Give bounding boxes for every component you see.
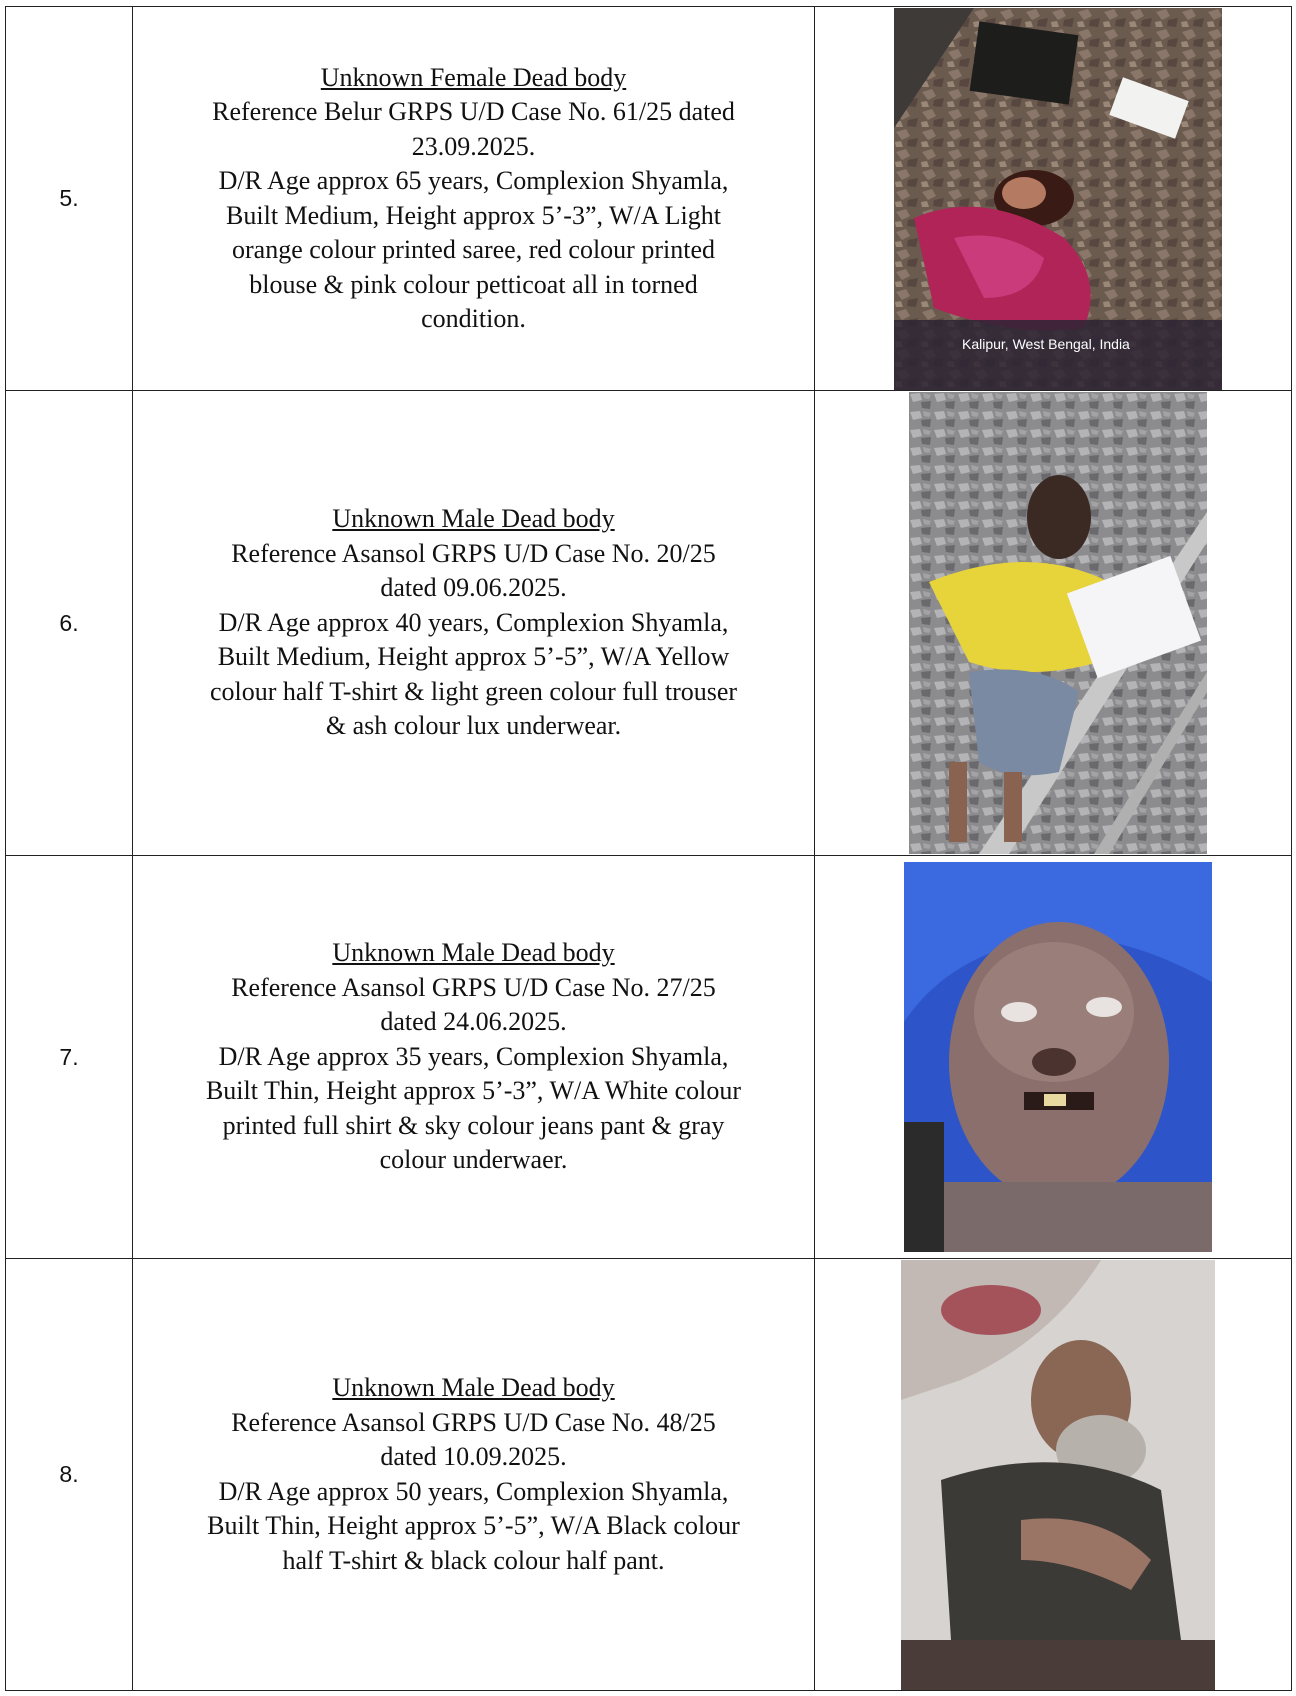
description-line: dated 24.06.2025. xyxy=(380,1007,567,1037)
record-heading: Unknown Male Dead body xyxy=(332,938,615,968)
description-line: dated 10.09.2025. xyxy=(380,1442,567,1471)
description-line: D/R Age approx 50 years, Complexion Shyamla, xyxy=(218,1476,729,1506)
description-line: & ash colour lux underwear. xyxy=(325,711,622,741)
description-line: orange colour printed saree, red colour printed xyxy=(232,235,715,264)
description-line: Reference Belur GRPS U/D Case No. 61/25 dated xyxy=(212,97,735,126)
photo-location-caption: Kalipur, West Bengal, India xyxy=(962,335,1130,352)
record-description xyxy=(133,856,815,1259)
photo-cell xyxy=(815,391,1292,856)
description-line: D/R Age approx 40 years, Complexion Shyamla, xyxy=(218,607,729,637)
description-line: colour half T-shirt & light green colour full trouser xyxy=(209,676,738,706)
body-photo xyxy=(901,1260,1215,1690)
body-photo xyxy=(904,862,1212,1252)
description-line: condition. xyxy=(421,304,526,333)
table-row xyxy=(6,1259,1292,1691)
record-heading: Unknown Female Dead body xyxy=(320,62,627,92)
records-table xyxy=(5,6,1292,1691)
table-row xyxy=(6,391,1292,856)
record-heading: Unknown Male Dead body xyxy=(332,1373,615,1402)
record-heading: Unknown Male Dead body xyxy=(332,504,615,534)
table-row xyxy=(6,856,1292,1259)
description-line: dated 09.06.2025. xyxy=(380,573,567,603)
description-line: blouse & pink colour petticoat all in torned xyxy=(249,269,698,299)
body-photo xyxy=(894,8,1222,390)
body-photo xyxy=(909,392,1207,854)
description-line: Reference Asansol GRPS U/D Case No. 20/25 xyxy=(231,538,716,568)
description-line: colour underwaer. xyxy=(379,1145,568,1175)
description-line: Reference Asansol GRPS U/D Case No. 48/25 xyxy=(231,1407,716,1437)
description-line: Built Medium, Height approx 5’-3”, W/A Light xyxy=(226,200,721,230)
description-line: D/R Age approx 35 years, Complexion Shyamla, xyxy=(218,1041,729,1071)
record-description xyxy=(133,7,815,391)
description-line: 23.09.2025. xyxy=(411,131,536,161)
description-line: Reference Asansol GRPS U/D Case No. 27/25 xyxy=(231,972,716,1002)
serial-number: 8. xyxy=(6,1259,133,1691)
photo-cell xyxy=(815,1259,1292,1691)
serial-number: 6. xyxy=(6,391,133,856)
description-line: half T-shirt & black colour half pant. xyxy=(282,1545,665,1575)
description-line: Built Medium, Height approx 5’-5”, W/A Yellow xyxy=(217,642,730,672)
photo-cell xyxy=(815,7,1292,391)
description-line: printed full shirt & sky colour jeans pant & gray xyxy=(222,1110,725,1140)
description-line: Built Thin, Height approx 5’-3”, W/A White colour xyxy=(205,1076,742,1106)
serial-number: 5. xyxy=(6,7,133,391)
description-line: Built Thin, Height approx 5’-5”, W/A Black colour xyxy=(207,1511,740,1540)
record-description xyxy=(133,1259,815,1691)
serial-number: 7. xyxy=(6,856,133,1259)
description-line: D/R Age approx 65 years, Complexion Shyamla, xyxy=(218,166,729,195)
record-description xyxy=(133,391,815,856)
photo-cell xyxy=(815,856,1292,1259)
table-row xyxy=(6,7,1292,391)
